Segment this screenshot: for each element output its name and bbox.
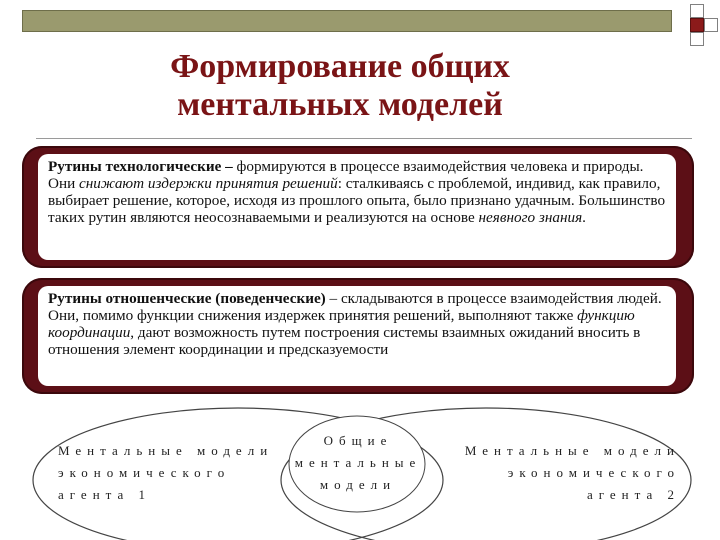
top-decor-bar [22, 10, 672, 32]
left-agent-line-1: Ментальные модели [58, 443, 274, 458]
shared-line-2: ментальные [294, 455, 422, 470]
shared-line-1: Общие [323, 433, 393, 448]
slide-title [120, 48, 560, 124]
right-agent-label [440, 440, 680, 506]
technological-routines-text [38, 154, 676, 260]
left-agent-label [58, 440, 288, 506]
panel1-italic-b: неявного знания [478, 209, 583, 226]
panel1-italic-a: снижают издержки принятия решений [79, 175, 338, 192]
corner-square-3 [704, 18, 718, 32]
title-divider [36, 138, 692, 139]
relational-routines-panel [22, 278, 694, 394]
panel1-text-a: формируются в процессе взаимодействия человека и природы. Они [48, 158, 644, 192]
corner-square-4 [690, 32, 704, 46]
technological-routines-panel [22, 146, 694, 268]
right-agent-line-2: экономического агента 2 [507, 465, 680, 502]
left-agent-line-2: экономического агента 1 [58, 465, 231, 502]
corner-square-2 [690, 18, 704, 32]
panel2-text-a: – складываются в процессе взаимодействия людей. Они, помимо функции снижения издержек принятия решений, выполняют также [48, 290, 662, 324]
shared-line-3: модели [319, 477, 397, 492]
shared-models-label [292, 430, 424, 496]
panel2-italic-a: функцию координации [48, 307, 635, 341]
title-line-2: ментальных моделей [177, 86, 503, 123]
panel1-text-b: : сталкиваясь с проблемой, индивид, как правило, выбирает решение, которое, исходя из прошлого опыта, было признано удачным. Большинство таких рутин являются неосознаваемыми и реализуются на основе [48, 175, 666, 226]
corner-square-1 [690, 4, 704, 18]
right-agent-line-1: Ментальные модели [464, 443, 680, 458]
relational-routines-text [38, 286, 676, 386]
title-line-1: Формирование общих [170, 48, 510, 85]
panel1-text-c: . [582, 209, 586, 226]
technological-routines-label: Рутины технологические – [48, 158, 233, 175]
relational-routines-label: Рутины отношенческие (поведенческие) [48, 290, 326, 307]
panel2-text-b: , дают возможность путем построения системы взаимных ожиданий вносить в отношения элемент координации и предсказуемости [48, 324, 641, 358]
